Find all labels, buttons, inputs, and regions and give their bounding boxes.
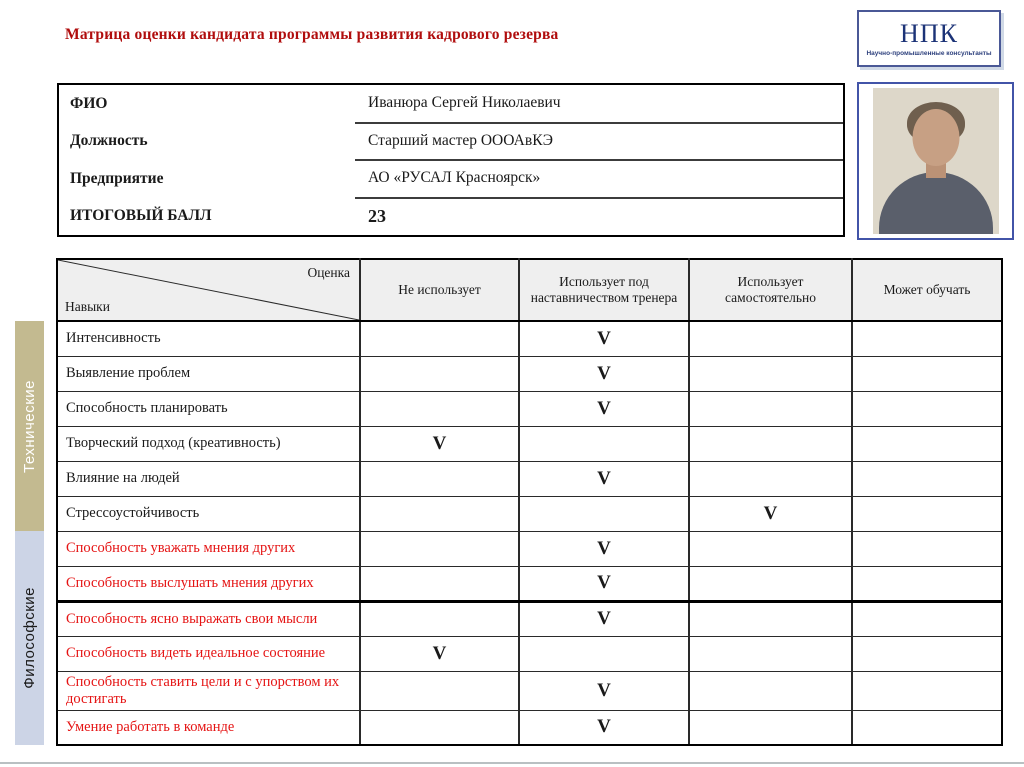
candidate-field-value: Старший мастер ОООАвКЭ	[355, 123, 843, 162]
mark-cell-checked: V	[360, 426, 519, 461]
skill-name: Способность выслушать мнения других	[57, 566, 360, 601]
skill-name: Стрессоустойчивость	[57, 496, 360, 531]
skill-name: Способность ясно выражать свои мысли	[57, 601, 360, 636]
mark-cell-checked: V	[519, 531, 689, 566]
matrix-row	[15, 356, 1002, 391]
evaluation-matrix	[15, 258, 1003, 746]
slide-bottom-border	[0, 762, 1024, 764]
mark-cell-empty	[852, 566, 1002, 601]
candidate-field-value: Иванюра Сергей Николаевич	[355, 85, 843, 124]
mark-cell-checked: V	[519, 321, 689, 356]
header-spacer	[15, 259, 57, 321]
mark-cell-empty	[852, 671, 1002, 710]
matrix-header-row	[15, 259, 1002, 321]
mark-cell-empty	[360, 321, 519, 356]
mark-cell-empty	[360, 496, 519, 531]
portrait-torso	[879, 172, 993, 234]
skill-name: Способность видеть идеальное состояние	[57, 636, 360, 671]
candidate-field-value: 23	[368, 206, 386, 227]
category-sidebar-technical	[15, 321, 57, 531]
matrix-corner-cell	[57, 259, 360, 321]
mark-cell-checked: V	[519, 566, 689, 601]
column-header-uses-independently: Использует самостоятельно	[689, 259, 852, 321]
corner-label-skills: Навыки	[65, 299, 110, 314]
candidate-info-row	[59, 123, 843, 161]
mark-cell-empty	[360, 531, 519, 566]
logo-abbreviation: НПК	[900, 18, 958, 48]
skill-name: Влияние на людей	[57, 461, 360, 496]
candidate-info-row	[59, 160, 843, 198]
mark-cell-empty	[852, 636, 1002, 671]
mark-cell-checked: V	[519, 461, 689, 496]
skill-name: Интенсивность	[57, 321, 360, 356]
matrix-row	[15, 461, 1002, 496]
mark-cell-empty	[360, 601, 519, 636]
matrix-row	[15, 391, 1002, 426]
skill-name: Выявление проблем	[57, 356, 360, 391]
mark-cell-empty	[852, 356, 1002, 391]
mark-cell-empty	[689, 391, 852, 426]
mark-cell-empty	[360, 566, 519, 601]
matrix-row	[15, 671, 1002, 710]
matrix-row	[15, 601, 1002, 636]
candidate-photo	[857, 82, 1014, 240]
candidate-field-label: ФИО	[70, 94, 108, 112]
skill-name: Способность ставить цели и с упорством их достигать	[57, 671, 360, 710]
mark-cell-empty	[689, 710, 852, 745]
mark-cell-checked: V	[519, 391, 689, 426]
mark-cell-empty	[360, 710, 519, 745]
mark-cell-empty	[852, 496, 1002, 531]
company-logo	[857, 10, 1001, 67]
candidate-info-row	[59, 85, 843, 123]
mark-cell-checked: V	[689, 496, 852, 531]
matrix-row	[15, 321, 1002, 356]
category-sidebar-philosophical	[15, 531, 57, 745]
mark-cell-empty	[852, 531, 1002, 566]
candidate-field-value: АО «РУСАЛ Красноярск»	[355, 160, 843, 199]
mark-cell-empty	[519, 636, 689, 671]
candidate-field-label: Должность	[70, 132, 148, 150]
candidate-info-table	[57, 83, 845, 237]
mark-cell-empty	[689, 566, 852, 601]
mark-cell-empty	[689, 671, 852, 710]
mark-cell-checked: V	[519, 710, 689, 745]
mark-cell-checked: V	[360, 636, 519, 671]
mark-cell-empty	[852, 601, 1002, 636]
matrix-row	[15, 636, 1002, 671]
skill-name: Способность планировать	[57, 391, 360, 426]
mark-cell-empty	[519, 426, 689, 461]
mark-cell-empty	[689, 636, 852, 671]
matrix-row	[15, 710, 1002, 745]
category-label: Технические	[21, 379, 38, 473]
mark-cell-empty	[360, 671, 519, 710]
matrix-row	[15, 426, 1002, 461]
logo-subtitle: Научно-промышленные консультанты	[866, 49, 992, 57]
page-title: Матрица оценки кандидата программы развития кадрового резерва	[65, 26, 559, 43]
skill-name: Творческий подход (креативность)	[57, 426, 360, 461]
mark-cell-empty	[360, 391, 519, 426]
candidate-field-label: Предприятие	[70, 169, 164, 187]
skill-name: Способность уважать мнения других	[57, 531, 360, 566]
matrix-row	[15, 496, 1002, 531]
matrix-row	[15, 531, 1002, 566]
candidate-field-label: ИТОГОВЫЙ БАЛЛ	[70, 207, 212, 225]
mark-cell-checked: V	[519, 671, 689, 710]
column-header-can-teach: Может обучать	[852, 259, 1002, 321]
column-header-uses-with-mentor: Использует под наставничеством тренера	[519, 259, 689, 321]
category-label: Философские	[21, 587, 38, 689]
corner-label-score: Оценка	[307, 265, 350, 280]
candidate-info-row	[59, 198, 843, 236]
matrix-row	[15, 566, 1002, 601]
mark-cell-empty	[689, 601, 852, 636]
mark-cell-empty	[689, 426, 852, 461]
mark-cell-empty	[360, 461, 519, 496]
mark-cell-empty	[519, 496, 689, 531]
column-header-not-using: Не использует	[360, 259, 519, 321]
candidate-portrait-image	[873, 88, 999, 234]
portrait-face	[912, 109, 959, 166]
mark-cell-empty	[852, 426, 1002, 461]
mark-cell-empty	[852, 461, 1002, 496]
mark-cell-empty	[360, 356, 519, 391]
skill-name: Умение работать в команде	[57, 710, 360, 745]
mark-cell-empty	[852, 321, 1002, 356]
mark-cell-empty	[852, 710, 1002, 745]
mark-cell-checked: V	[519, 356, 689, 391]
mark-cell-empty	[689, 356, 852, 391]
mark-cell-empty	[689, 321, 852, 356]
mark-cell-empty	[689, 531, 852, 566]
mark-cell-empty	[852, 391, 1002, 426]
mark-cell-empty	[689, 461, 852, 496]
mark-cell-checked: V	[519, 601, 689, 636]
